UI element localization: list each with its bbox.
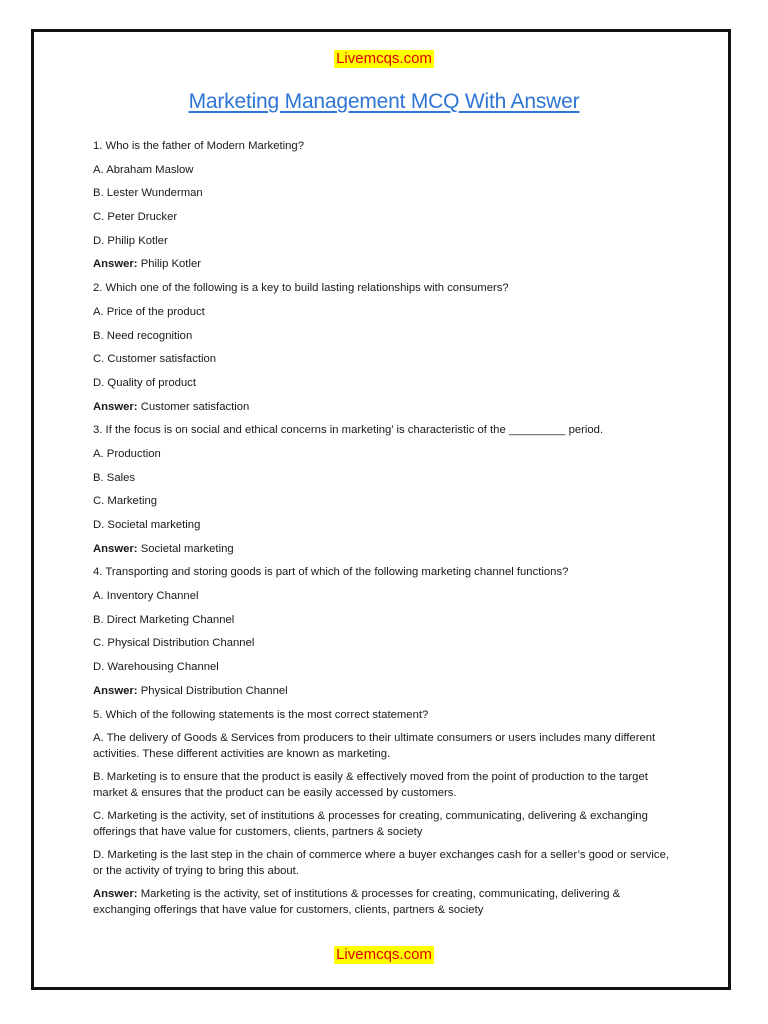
answer-text: Physical Distribution Channel bbox=[140, 684, 288, 697]
q1-option-d: D. Philip Kotler bbox=[93, 234, 168, 247]
answer-label: Answer: bbox=[93, 542, 138, 555]
answer-text: Marketing is the activity, set of institutions & processes for creating, communicating, delivering & exchanging offerings that have value for customers, clients, partners & society bbox=[93, 888, 621, 917]
q5-option-b: B. Marketing is to ensure that the product is easily & effectively moved from the point of production to the target market & ensures that the product can be easily accessed by customers. bbox=[93, 771, 648, 800]
q3-option-d: D. Societal marketing bbox=[93, 519, 201, 531]
question-1: 1. Who is the father of Modern Marketing? bbox=[93, 140, 304, 152]
question-list bbox=[93, 138, 673, 925]
q3-answer bbox=[93, 541, 673, 557]
q1-option-b: B. Lester Wunderman bbox=[93, 187, 203, 200]
answer-text: Philip Kotler bbox=[140, 258, 201, 271]
page-title: Marketing Management MCQ With Answer bbox=[188, 90, 580, 113]
question-2: 2. Which one of the following is a key to build lasting relationships with consumers? bbox=[93, 282, 509, 295]
q2-option-a: A. Price of the product bbox=[93, 305, 205, 318]
answer-label: Answer: bbox=[93, 684, 138, 697]
q1-option-c: C. Peter Drucker bbox=[93, 211, 178, 224]
answer-label: Answer: bbox=[93, 258, 138, 271]
answer-label: Answer: bbox=[93, 888, 138, 901]
question-4: 4. Transporting and storing goods is part of which of the following marketing channel functions? bbox=[93, 566, 569, 579]
q4-option-a: A. Inventory Channel bbox=[93, 590, 199, 603]
q2-option-c: C. Customer satisfaction bbox=[93, 353, 217, 366]
q4-answer bbox=[93, 683, 673, 699]
q2-answer bbox=[93, 399, 673, 415]
site-name-footer[interactable]: Livemcqs.com bbox=[336, 946, 432, 963]
q1-option-a: A. Abraham Maslow bbox=[93, 163, 194, 176]
q3-option-a: A. Production bbox=[93, 447, 161, 460]
q5-option-a: A. The delivery of Goods & Services from producers to their ultimate consumers or users includes many different activities. These different activities are known as marketing. bbox=[93, 732, 656, 761]
q3-option-b: B. Sales bbox=[93, 471, 136, 484]
q1-answer bbox=[93, 256, 673, 272]
q4-option-c: C. Physical Distribution Channel bbox=[93, 637, 255, 650]
site-name-header[interactable]: Livemcqs.com bbox=[336, 50, 432, 67]
q2-option-b: B. Need recognition bbox=[93, 329, 193, 342]
q3-option-c: C. Marketing bbox=[93, 495, 158, 508]
q5-option-d: D. Marketing is the last step in the chain of commerce where a buyer exchanges cash for a seller’s good or service, or the activity of trying to bring this about. bbox=[93, 849, 670, 878]
q4-option-b: B. Direct Marketing Channel bbox=[93, 613, 235, 626]
answer-label: Answer: bbox=[93, 400, 138, 413]
answer-text: Customer satisfaction bbox=[140, 400, 250, 413]
q2-option-d: D. Quality of product bbox=[93, 376, 196, 389]
q5-option-c: C. Marketing is the activity, set of institutions & processes for creating, communicating, delivering & exchanging offerings that have value for customers, clients, partners & society bbox=[93, 810, 648, 839]
question-3: 3. If the focus is on social and ethical concerns in marketing’ is characteristic of the _________ period. bbox=[93, 424, 604, 437]
answer-text: Societal marketing bbox=[140, 542, 234, 555]
q5-answer bbox=[93, 886, 673, 918]
q4-option-d: D. Warehousing Channel bbox=[93, 661, 219, 674]
question-5: 5. Which of the following statements is the most correct statement? bbox=[93, 708, 429, 721]
